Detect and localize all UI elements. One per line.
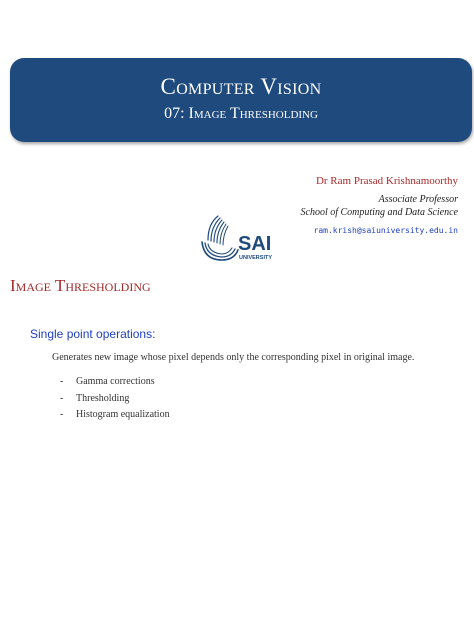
author-role: Associate Professor (378, 194, 458, 205)
author-email[interactable]: ram.krish@saiuniversity.edu.in (313, 226, 458, 235)
author-school: School of Computing and Data Science (300, 207, 458, 218)
bullet-list (60, 374, 170, 424)
description-text: Generates new image whose pixel depends only the corresponding pixel in original image. (52, 352, 415, 363)
logo-swirl-icon (202, 216, 238, 260)
lecture-title: Image Thresholding (188, 105, 318, 122)
section-title: Image Thresholding (10, 276, 151, 295)
sub-heading: Single point operations: (30, 327, 156, 341)
sai-university-logo (198, 210, 284, 266)
list-item-text: Histogram equalization (76, 409, 170, 420)
title-banner (10, 58, 472, 142)
logo-wordmark: SAI (238, 233, 272, 255)
list-item (60, 391, 170, 408)
lecture-separator: : (180, 105, 185, 122)
bullet-marker: - (60, 409, 64, 420)
list-item-text: Gamma corrections (76, 376, 155, 387)
bullet-marker: - (60, 376, 64, 387)
bullet-marker: - (60, 392, 64, 404)
author-name: Dr Ram Prasad Krishnamoorthy (315, 175, 458, 187)
logo-subtext: UNIVERSITY (239, 255, 273, 261)
list-item (60, 374, 170, 391)
list-item (60, 407, 170, 424)
lecture-number: 07 (164, 105, 181, 122)
presentation-title: Computer Vision (160, 74, 322, 99)
list-item-text: Thresholding (76, 392, 130, 404)
lecture-subtitle (10, 105, 472, 123)
